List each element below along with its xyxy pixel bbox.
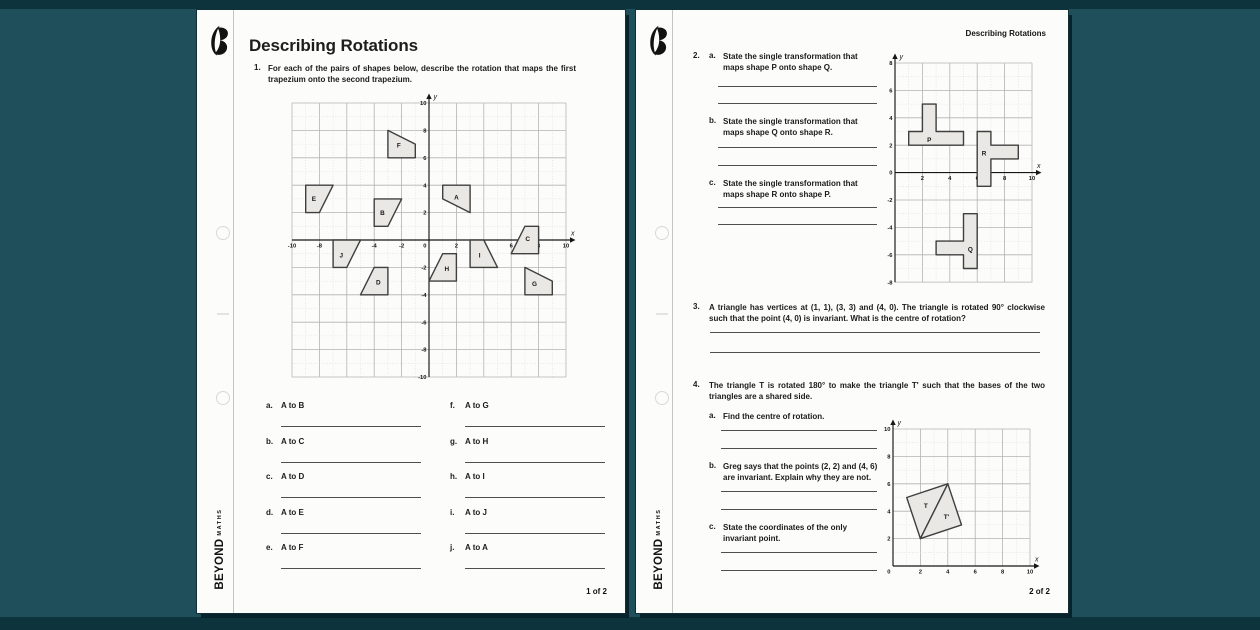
svg-text:6: 6 (889, 88, 893, 95)
q4a-text: Find the centre of rotation. (723, 412, 825, 421)
answer-key: a. (266, 401, 273, 410)
svg-text:6: 6 (509, 243, 513, 250)
bottom-frame-band (0, 617, 1260, 630)
svg-text:8: 8 (1000, 569, 1005, 576)
punch-hole-mark (216, 391, 230, 405)
svg-text:D: D (375, 279, 381, 287)
q1-number: 1. (254, 63, 261, 72)
q2-number: 2. (693, 51, 700, 60)
svg-text:-2: -2 (399, 243, 405, 250)
svg-text:8: 8 (1002, 176, 1007, 183)
svg-text:A: A (454, 194, 459, 202)
q4-text: The triangle T is rotated 180° to make the triangle T' such that the bases of the two triangles are a shared side. (709, 381, 1045, 402)
svg-text:4: 4 (887, 509, 891, 516)
svg-text:-8: -8 (421, 347, 427, 354)
answer-label: A to H (465, 436, 489, 446)
svg-text:x: x (1035, 556, 1039, 564)
svg-text:C: C (525, 235, 530, 243)
svg-text:2: 2 (920, 176, 925, 183)
svg-text:10: 10 (1028, 176, 1036, 183)
q2c-blank-line[interactable] (718, 224, 877, 225)
svg-text:-8: -8 (316, 243, 322, 250)
svg-text:-4: -4 (887, 225, 893, 232)
svg-text:T: T (923, 502, 928, 510)
answer-label: A to C (281, 436, 305, 446)
svg-text:4: 4 (946, 569, 950, 576)
svg-text:2: 2 (889, 143, 893, 150)
svg-text:0: 0 (889, 170, 893, 177)
answer-label: A to E (281, 507, 304, 517)
answer-item-g (450, 437, 610, 473)
answer-item-j (450, 543, 610, 579)
q4c-blank-line[interactable] (721, 570, 877, 571)
svg-text:J: J (339, 252, 344, 260)
answer-item-a (266, 401, 450, 437)
q2b-blank-line[interactable] (718, 165, 877, 166)
svg-text:6: 6 (973, 569, 977, 576)
svg-text:6: 6 (423, 155, 427, 162)
svg-text:x: x (1036, 163, 1041, 171)
answer-item-d (266, 508, 450, 544)
svg-text:8: 8 (889, 61, 893, 68)
answer-label: A to G (465, 401, 489, 410)
answer-label: A to F (281, 543, 304, 552)
q1-text: For each of the pairs of shapes below, describe the rotation that maps the first trapezium onto the second trapezium. (268, 64, 576, 85)
beyond-logo-icon (644, 24, 670, 58)
q4c-blank-line[interactable] (721, 552, 877, 553)
svg-text:10: 10 (562, 243, 570, 250)
svg-text:4: 4 (948, 176, 952, 183)
q2a-key: a. (709, 51, 716, 60)
q4c-text: State the coordinates of the only invariant point. (723, 523, 848, 544)
transformation-grid-pqr (883, 52, 1044, 294)
answer-label: A to I (465, 472, 485, 481)
svg-text:T': T' (943, 513, 950, 521)
svg-text:2: 2 (887, 536, 891, 543)
answer-label: A to D (281, 472, 305, 481)
page-header-title: Describing Rotations (965, 29, 1046, 38)
svg-text:-2: -2 (887, 198, 893, 205)
answer-key: b. (266, 436, 274, 446)
top-frame-band (0, 0, 1260, 9)
svg-text:-4: -4 (421, 292, 427, 299)
answer-key: g. (450, 436, 458, 446)
svg-text:P: P (927, 136, 932, 144)
brand-maths: MATHS (656, 508, 662, 536)
q4-number: 4. (693, 380, 700, 389)
answer-key: i. (450, 507, 455, 517)
q2b-key: b. (709, 116, 717, 125)
svg-text:-6: -6 (421, 320, 427, 327)
svg-text:Q: Q (967, 246, 973, 254)
worksheet-page-1 (197, 10, 625, 613)
svg-text:2: 2 (423, 210, 427, 217)
answer-key: j. (450, 543, 455, 552)
svg-text:x: x (571, 230, 575, 238)
page-number: 2 of 2 (1029, 587, 1050, 596)
answer-blank-line[interactable] (281, 497, 421, 498)
answer-key: e. (266, 543, 273, 552)
answer-label: A to B (281, 401, 305, 410)
q4a-blank-line[interactable] (721, 448, 877, 449)
q4c-key: c. (709, 522, 716, 531)
worksheet-page-2 (636, 10, 1068, 613)
q4b-key: b. (709, 461, 717, 470)
fold-mark (656, 313, 668, 315)
punch-hole-mark (655, 391, 669, 405)
q2a-text: State the single transformation that maps shape P onto shape Q. (723, 52, 858, 73)
answer-blank-line[interactable] (281, 462, 421, 463)
rotation-grid-t-tprime (881, 418, 1042, 580)
q2c-key: c. (709, 178, 716, 187)
answer-blank-line[interactable] (465, 426, 605, 427)
answer-key: f. (450, 401, 455, 410)
q2b-text: State the single transformation that maps shape Q onto shape R. (723, 117, 858, 138)
answer-item-i (450, 508, 610, 544)
q2a-blank-line[interactable] (718, 103, 877, 104)
svg-text:0: 0 (887, 569, 891, 576)
answer-item-e (266, 543, 450, 579)
svg-text:F: F (396, 142, 401, 150)
answer-blank-line[interactable] (465, 497, 605, 498)
margin-rule (672, 10, 673, 613)
answer-item-f (450, 401, 610, 437)
q2c-blank-line[interactable] (718, 207, 877, 208)
svg-text:10: 10 (420, 101, 427, 108)
q4b-blank-line[interactable] (721, 509, 877, 510)
q2a-blank-line[interactable] (718, 86, 877, 87)
svg-text:10: 10 (884, 427, 891, 434)
q2c-text: State the single transformation that maps shape R onto shape P. (723, 179, 858, 200)
svg-text:8: 8 (423, 128, 427, 135)
svg-text:-10: -10 (287, 243, 297, 250)
answer-blank-line[interactable] (465, 568, 605, 569)
margin-rule (233, 10, 234, 613)
svg-text:4: 4 (423, 183, 427, 190)
brand-maths: MATHS (217, 508, 223, 536)
svg-text:B: B (380, 209, 385, 217)
svg-text:y: y (897, 420, 901, 427)
q3-blank-line[interactable] (710, 332, 1040, 333)
answer-blank-line[interactable] (281, 426, 421, 427)
brand-beyond: BEYOND (214, 538, 226, 590)
q2b-blank-line[interactable] (718, 147, 877, 148)
svg-text:0: 0 (423, 243, 427, 250)
svg-text:8: 8 (887, 454, 891, 461)
svg-text:H: H (444, 265, 450, 273)
answer-key: h. (450, 472, 458, 481)
svg-text:-2: -2 (421, 265, 427, 272)
beyond-maths-vertical-brand (210, 499, 226, 599)
answer-item-h (450, 472, 610, 508)
svg-text:-8: -8 (887, 280, 893, 287)
answer-blank-line[interactable] (465, 533, 605, 534)
answer-item-c (266, 472, 450, 508)
q3-number: 3. (693, 302, 700, 311)
answer-blank-line[interactable] (281, 568, 421, 569)
svg-text:-6: -6 (887, 252, 893, 259)
svg-text:2: 2 (454, 243, 459, 250)
page-title: Describing Rotations (249, 36, 418, 55)
svg-text:10: 10 (1026, 569, 1034, 576)
beyond-logo-icon (205, 24, 231, 58)
answer-key: c. (266, 472, 273, 481)
svg-text:-10: -10 (418, 375, 427, 382)
answer-blank-line[interactable] (465, 462, 605, 463)
svg-text:I: I (478, 252, 481, 260)
svg-text:y: y (433, 94, 437, 101)
svg-text:-4: -4 (371, 243, 377, 250)
answer-blank-line[interactable] (281, 533, 421, 534)
q4b-blank-line[interactable] (721, 491, 877, 492)
q4b-text: Greg says that the points (2, 2) and (4, 6) are invariant. Explain why they are not. (723, 462, 878, 483)
answer-list (266, 401, 610, 579)
beyond-maths-vertical-brand (649, 499, 665, 599)
q4a-key: a. (709, 411, 716, 420)
svg-text:4: 4 (889, 115, 893, 122)
answer-key: d. (266, 507, 274, 517)
punch-hole-mark (655, 226, 669, 240)
svg-text:E: E (311, 196, 317, 204)
svg-text:R: R (981, 150, 987, 158)
q3-blank-line[interactable] (710, 352, 1040, 353)
brand-beyond: BEYOND (653, 538, 665, 590)
page-number: 1 of 2 (586, 587, 607, 596)
fold-mark (217, 313, 229, 315)
q3-text: A triangle has vertices at (1, 1), (3, 3) and (4, 0). The triangle is rotated 90° clockwise such that the point (4, 0) is invariant. What is the centre of rotation? (709, 303, 1045, 324)
svg-text:y: y (899, 53, 904, 61)
svg-text:G: G (531, 281, 537, 289)
punch-hole-mark (216, 226, 230, 240)
answer-item-b (266, 437, 450, 473)
rotation-grid-a-to-j (275, 90, 580, 391)
svg-text:2: 2 (918, 569, 923, 576)
answer-label: A to A (465, 543, 488, 552)
q4a-blank-line[interactable] (721, 430, 877, 431)
svg-text:6: 6 (887, 481, 891, 488)
answer-label: A to J (465, 507, 487, 517)
